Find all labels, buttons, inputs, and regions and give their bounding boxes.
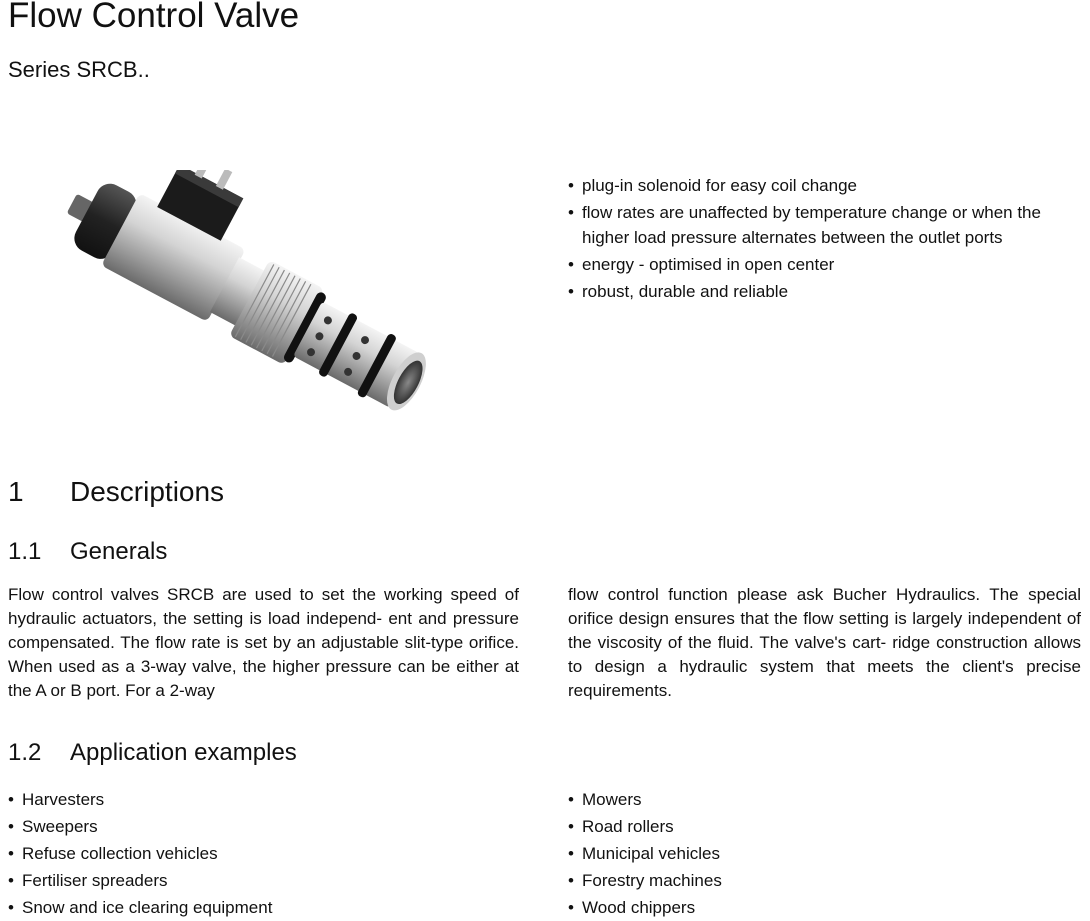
list-item <box>568 894 1078 921</box>
section-title: Generals <box>70 538 168 565</box>
section-title: Descriptions <box>70 476 225 507</box>
feature-text: energy - optimised in open center <box>582 255 835 274</box>
bullet: • <box>568 176 574 195</box>
application-text: Fertiliser spreaders <box>22 871 168 890</box>
bullet: • <box>8 871 14 890</box>
valve-product-image <box>40 170 480 440</box>
feature-text: plug-in solenoid for easy coil change <box>582 176 858 195</box>
bullet: • <box>568 844 574 863</box>
list-item <box>8 786 528 813</box>
bullet: • <box>568 203 574 222</box>
bullet: • <box>568 817 574 836</box>
bullet: • <box>8 844 14 863</box>
application-list-left <box>8 786 528 921</box>
feature-item <box>568 279 1078 304</box>
application-text: Municipal vehicles <box>582 844 720 863</box>
section-number: 1.2 <box>8 739 42 766</box>
application-list-right <box>568 786 1078 921</box>
application-text: Snow and ice clearing equipment <box>22 898 273 917</box>
list-item <box>568 867 1078 894</box>
bullet: • <box>568 898 574 917</box>
section-heading-descriptions <box>8 475 224 509</box>
page-subtitle: Series SRCB.. <box>8 57 150 82</box>
section-number: 1.1 <box>8 538 42 565</box>
application-text: Refuse collection vehicles <box>22 844 218 863</box>
feature-text: flow rates are unaffected by temperature change or when the higher load pressure alternates between the outlet ports <box>582 203 1041 247</box>
bullet: • <box>568 282 574 301</box>
section-number: 1 <box>8 476 24 507</box>
bullet: • <box>8 817 14 836</box>
application-text: Mowers <box>582 790 642 809</box>
bullet: • <box>8 898 14 917</box>
feature-text: robust, durable and reliable <box>582 282 789 301</box>
application-text: Forestry machines <box>582 871 722 890</box>
application-text: Wood chippers <box>582 898 696 917</box>
feature-item <box>568 200 1078 250</box>
application-text: Harvesters <box>22 790 105 809</box>
list-item <box>8 894 528 921</box>
bullet: • <box>568 790 574 809</box>
page-title: Flow Control Valve <box>8 0 300 35</box>
application-text: Sweepers <box>22 817 98 836</box>
bullet: • <box>568 255 574 274</box>
feature-list <box>568 173 1078 306</box>
list-item <box>568 840 1078 867</box>
feature-item <box>568 252 1078 277</box>
section-heading-generals <box>8 537 167 567</box>
list-item <box>8 840 528 867</box>
list-item <box>568 813 1078 840</box>
bullet: • <box>8 790 14 809</box>
generals-paragraph-left: Flow control valves SRCB are used to set the working speed of hydraulic actuators, the setting is load independ- ent and pressure compensated. The flow rate is set by an adjustable slit-type orifice. When used as a 3-way valve, the higher pressure can be either at the A or B port. For a 2-way <box>8 585 519 700</box>
section-title: Application examples <box>70 739 297 766</box>
generals-paragraph-right: flow control function please ask Bucher Hydraulics. The special orifice design ensures that the flow setting is largely independent of the viscosity of the fluid. The valve's cart- ridge construction allows to design a hydraulic system that meets the client's precise requirements. <box>568 585 1081 700</box>
bullet: • <box>568 871 574 890</box>
list-item <box>8 813 528 840</box>
application-text: Road rollers <box>582 817 674 836</box>
list-item <box>8 867 528 894</box>
list-item <box>568 786 1078 813</box>
feature-item <box>568 173 1078 198</box>
section-heading-application-examples <box>8 738 297 768</box>
